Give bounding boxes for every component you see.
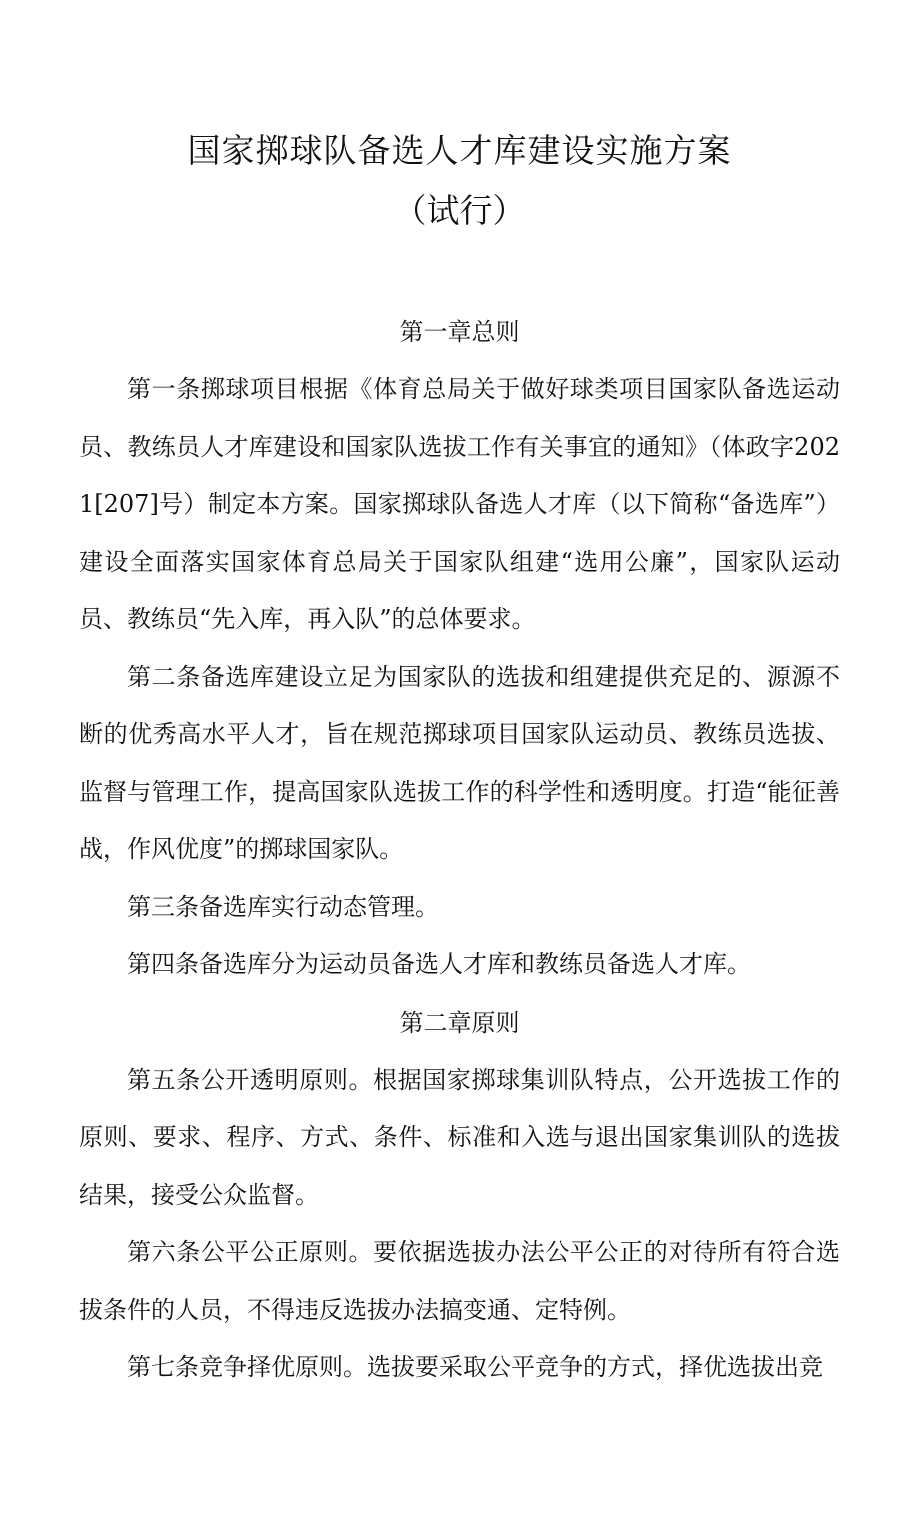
article-6: 第六条公平公正原则。要依据选拔办法公平公正的对待所有符合选拔条件的人员，不得违反选拔办法搞变通、定特例。	[79, 1238, 840, 1324]
article-7: 第七条竞争择优原则。选拔要采取公平竞争的方式，择优选拔出竞	[127, 1353, 823, 1381]
chapter-1-heading: 第一章总则	[399, 318, 520, 346]
document-subtitle: （试行）	[393, 191, 526, 230]
article-5: 第五条公开透明原则。根据国家掷球集训队特点，公开选拔工作的原则、要求、程序、方式、条件、标准和入选与退出国家集训队的选拔结果，接受公众监督。	[79, 1065, 840, 1209]
article-3: 第三条备选库实行动态管理。	[127, 892, 439, 921]
article-1: 第一条掷球项目根据《体育总局关于做好球类项目国家队备选运动员、教练员人才库建设和国家队选拔工作有关事宜的通知》（体政字2021[207]号）制定本方案。国家掷球队备选人才库（以下简称“备选库”）建设全面落实国家体育总局关于国家队组建“选用公廉”，国家队运动员、教练员“先入库，再入队”的总体要求。	[79, 375, 840, 633]
document-title: 国家掷球队备选人才库建设实施方案	[187, 131, 732, 170]
article-2: 第二条备选库建设立足为国家队的选拔和组建提供充足的、源源不断的优秀高水平人才，旨在规范掷球项目国家队运动员、教练员选拔、监督与管理工作，提高国家队选拔工作的科学性和透明度。打造“能征善战，作风优度”的掷球国家队。	[79, 662, 840, 863]
chapter-2-heading: 第二章原则	[399, 1008, 520, 1037]
article-4: 第四条备选库分为运动员备选人才库和教练员备选人才库。	[127, 950, 751, 978]
